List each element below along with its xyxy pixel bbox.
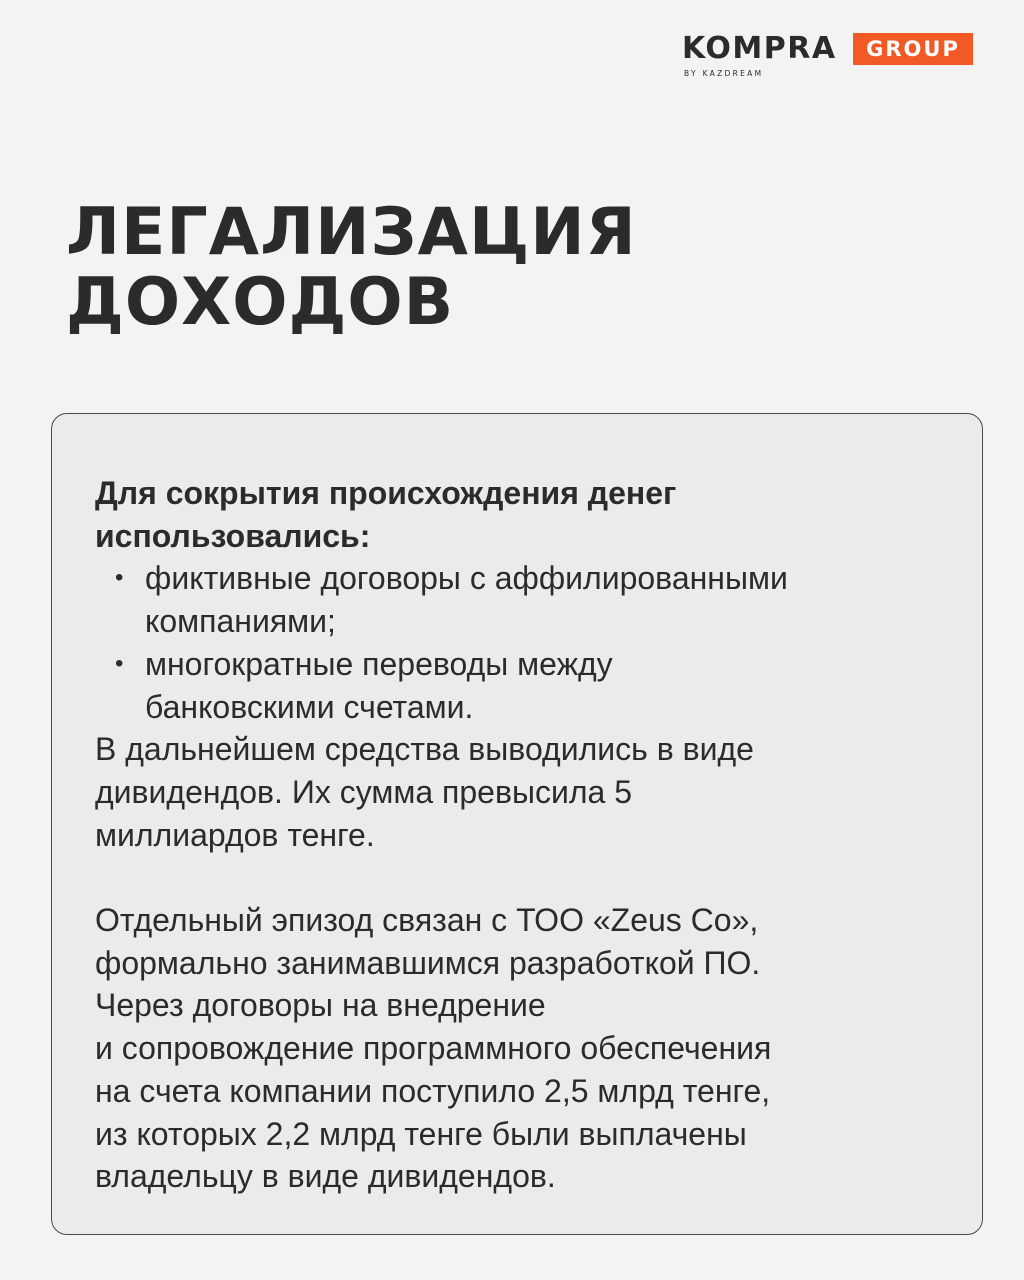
card-heading-line: Для сокрытия происхождения денег — [95, 475, 677, 511]
logo-tagline: BY KAZDREAM — [684, 69, 764, 78]
card-heading-line: использовались: — [95, 517, 371, 554]
list-item — [95, 557, 942, 642]
list-item-line: многократные переводы между — [145, 645, 613, 682]
kompra-logo — [682, 33, 974, 81]
list-item-line: фиктивные договоры с аффилированными — [145, 560, 788, 597]
card-text — [95, 472, 942, 1198]
paragraph-line: на счета компании поступило 2,5 млрд тенге, — [95, 1072, 771, 1109]
paragraph-line: В дальнейшем средства выводились в виде — [95, 731, 754, 768]
paragraph-line: формально занимавшимся разработкой ПО. — [95, 944, 761, 981]
paragraph-spacer — [95, 856, 942, 899]
bullet-icon: • — [115, 564, 124, 592]
content-card — [51, 413, 983, 1235]
title-line: ДОХОДОВ — [66, 265, 455, 340]
page-title — [66, 195, 637, 340]
list-item-line: банковскими счетами. — [145, 688, 474, 725]
list-item — [95, 643, 942, 728]
title-line: ЛЕГАЛИЗАЦИЯ — [66, 195, 637, 270]
list-item-line: компаниями; — [145, 603, 336, 640]
paragraph-line: дивидендов. Их сумма превысила 5 — [95, 773, 632, 810]
paragraph-line: Через договоры на внедрение — [95, 987, 546, 1024]
bullet-icon: • — [115, 649, 124, 677]
logo-wordmark: KOMPRA — [682, 31, 837, 66]
paragraph-line: из которых 2,2 млрд тенге были выплачены — [95, 1115, 747, 1152]
logo-badge: GROUP — [853, 33, 973, 65]
paragraph-line: Отдельный эпизод связан с ТОО «Zeus Co», — [95, 902, 759, 939]
paragraph-line: владельцу в виде дивидендов. — [95, 1158, 556, 1195]
paragraph-line: и сопровождение программного обеспечения — [95, 1030, 772, 1067]
paragraph-line: миллиардов тенге. — [95, 816, 375, 853]
